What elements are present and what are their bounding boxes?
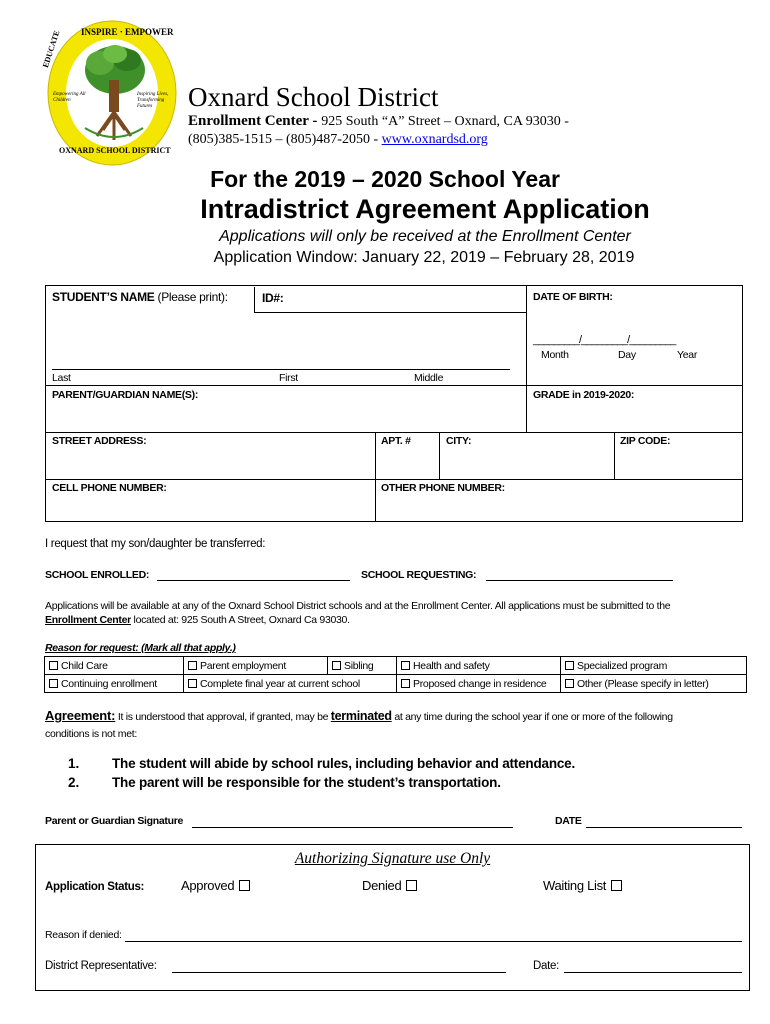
checkbox-icon[interactable] xyxy=(401,679,410,688)
center-label: Enrollment Center - xyxy=(188,113,322,129)
checkbox-icon[interactable] xyxy=(611,880,622,891)
checkbox-icon[interactable] xyxy=(565,661,574,670)
reason-continuing-enrollment[interactable]: Continuing enrollment xyxy=(45,675,184,693)
availability-text: Applications will be available at any of the Oxnard School District schools and at the Enrollment Center. All applications must be submitted to the Enrollment Center located at: 925 South A Street, Oxnard Ca 93030. xyxy=(45,600,671,626)
enrollment-center-emphasis: Enrollment Center xyxy=(45,614,131,626)
cell-phone-label[interactable]: CELL PHONE NUMBER: xyxy=(52,482,167,494)
dob-month: Month xyxy=(541,349,569,361)
dob-day: Day xyxy=(618,349,636,361)
agreement-label: Agreement: xyxy=(45,708,116,723)
dob-year: Year xyxy=(677,349,698,361)
reason-parent-employment[interactable]: Parent employment xyxy=(184,657,328,675)
school-year-title: For the 2019 – 2020 School Year xyxy=(210,166,560,192)
parent-name-label[interactable]: PARENT/GUARDIAN NAME(S): xyxy=(52,389,199,401)
reason-denied-line[interactable] xyxy=(125,941,742,942)
logo-ring-left: EDUCATE xyxy=(41,29,62,69)
checkbox-icon[interactable] xyxy=(401,661,410,670)
reason-child-care[interactable]: Child Care xyxy=(45,657,184,675)
street-address-label[interactable]: STREET ADDRESS: xyxy=(52,435,147,447)
status-approved[interactable]: Approved xyxy=(181,878,250,893)
status-denied[interactable]: Denied xyxy=(362,878,417,893)
apt-label[interactable]: APT. # xyxy=(381,435,411,447)
reason-specialized-program[interactable]: Specialized program xyxy=(561,657,747,675)
checkbox-icon[interactable] xyxy=(239,880,250,891)
city-label[interactable]: CITY: xyxy=(446,435,472,447)
form-title: Intradistrict Agreement Application xyxy=(200,194,650,224)
district-logo xyxy=(41,18,180,168)
student-name-line[interactable] xyxy=(52,369,510,370)
name-middle: Middle xyxy=(414,372,444,384)
dob-label[interactable]: DATE OF BIRTH: xyxy=(533,291,613,303)
checkbox-icon[interactable] xyxy=(188,679,197,688)
checkbox-icon[interactable] xyxy=(332,661,341,670)
signature-date-label: DATE xyxy=(555,815,582,827)
district-rep-line[interactable] xyxy=(172,972,506,973)
received-note: Applications will only be received at the Enrollment Center xyxy=(219,228,631,245)
checkbox-icon[interactable] xyxy=(406,880,417,891)
logo-left-motto: Empowering All Children xyxy=(53,92,86,103)
logo-right-motto: Inspiring Lives, Transforming Futures xyxy=(137,92,169,109)
name-last: Last xyxy=(52,372,71,384)
student-name-label: STUDENT’S NAME (Please print): xyxy=(52,290,228,304)
checkbox-icon[interactable] xyxy=(49,661,58,670)
official-date-line[interactable] xyxy=(564,972,742,973)
reason-sibling[interactable]: Sibling xyxy=(328,657,397,675)
grade-label[interactable]: GRADE in 2019-2020: xyxy=(533,389,635,401)
reason-denied-label: Reason if denied: xyxy=(45,929,122,941)
official-use-heading: Authorizing Signature use Only xyxy=(294,850,491,867)
parent-signature-line[interactable] xyxy=(192,827,513,828)
id-box xyxy=(254,287,526,313)
status-waiting-list[interactable]: Waiting List xyxy=(543,878,622,893)
official-date-label: Date: xyxy=(533,960,559,972)
logo-ring-top: INSPIRE · EMPOWER xyxy=(81,27,174,37)
condition-2: The parent will be responsible for the student’s transportation. xyxy=(112,775,501,790)
transfer-request-text: I request that my son/daughter be transferred: xyxy=(45,538,266,550)
website-link[interactable]: www.oxnardsd.org xyxy=(381,132,488,147)
condition-2-number: 2. xyxy=(68,775,80,790)
phone-numbers: (805)385-1515 – (805)487-2050 - xyxy=(188,132,382,147)
reason-final-year[interactable]: Complete final year at current school xyxy=(184,675,397,693)
dob-field[interactable]: _________/_________/_________ xyxy=(533,334,676,346)
condition-1: The student will abide by school rules, including behavior and attendance. xyxy=(112,756,576,771)
school-requesting-line[interactable] xyxy=(486,580,673,581)
checkbox-icon[interactable] xyxy=(188,661,197,670)
other-phone-label[interactable]: OTHER PHONE NUMBER: xyxy=(381,482,505,494)
terminated-emphasis: terminated xyxy=(330,709,392,723)
checkbox-icon[interactable] xyxy=(49,679,58,688)
reason-heading: Reason for request: (Mark all that apply.) xyxy=(45,642,236,654)
application-window: Application Window: January 22, 2019 – February 28, 2019 xyxy=(213,249,635,266)
reason-change-residence[interactable]: Proposed change in residence xyxy=(397,675,561,693)
id-label[interactable]: ID#: xyxy=(262,291,284,305)
reason-other[interactable]: Other (Please specify in letter) xyxy=(561,675,747,693)
checkbox-icon[interactable] xyxy=(565,679,574,688)
agreement-text: Agreement: It is understood that approval, if granted, may be terminated at any time during the school year if one or more of the following conditions is not met: xyxy=(45,708,673,740)
application-status-label: Application Status: xyxy=(45,881,145,893)
logo-ring-bottom: OXNARD SCHOOL DISTRICT xyxy=(59,146,171,155)
zip-label[interactable]: ZIP CODE: xyxy=(620,435,671,447)
reason-health-safety[interactable]: Health and safety xyxy=(397,657,561,675)
signature-date-line[interactable] xyxy=(586,827,742,828)
parent-signature-label: Parent or Guardian Signature xyxy=(45,815,184,827)
district-name: Oxnard School District xyxy=(188,82,439,112)
center-address xyxy=(188,113,569,130)
condition-1-number: 1. xyxy=(68,756,80,771)
school-enrolled-label: SCHOOL ENROLLED: xyxy=(45,569,150,581)
school-requesting-label: SCHOOL REQUESTING: xyxy=(361,569,477,581)
school-enrolled-line[interactable] xyxy=(157,580,350,581)
center-street: 925 South “A” Street – Oxnard, CA 93030 - xyxy=(321,114,569,129)
reasons-table xyxy=(44,656,747,693)
phones-line xyxy=(188,132,488,148)
name-first: First xyxy=(279,372,298,384)
district-rep-label: District Representative: xyxy=(45,960,157,972)
